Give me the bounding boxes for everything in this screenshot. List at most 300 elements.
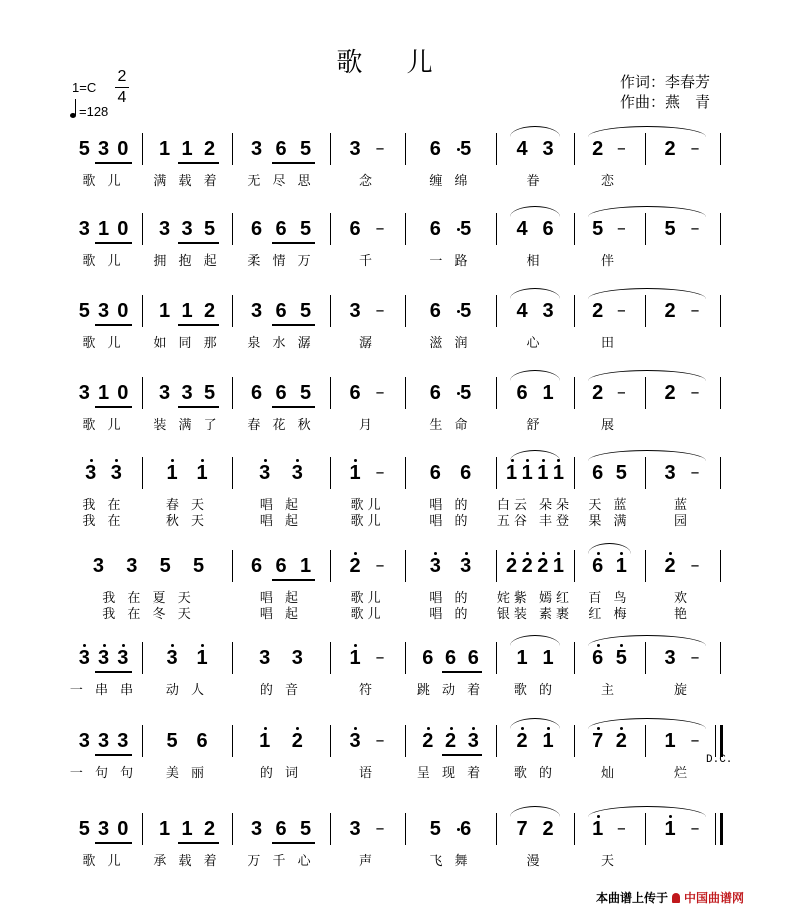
note: 3: [259, 647, 271, 669]
note: 3: [78, 730, 90, 752]
bar-line: [330, 213, 331, 245]
beam-underline: [178, 406, 219, 408]
lyric-syllable: 歌 儿: [82, 254, 125, 269]
lyric-syllable: 月: [358, 418, 376, 433]
site-name: 中国曲谱网: [684, 891, 745, 905]
lyric-syllable: 春 花 秋: [247, 418, 315, 433]
note: 6: [516, 382, 528, 404]
bar-line: [720, 213, 721, 245]
lyricist-credit: 作词：李春芳: [620, 73, 711, 91]
score-system: [0, 372, 787, 452]
octave-dot: [122, 644, 125, 647]
beam-underline: [272, 162, 315, 164]
bar-line: [232, 457, 233, 489]
lyric-syllable: 缠 绵: [429, 174, 472, 189]
octave-dot: [669, 552, 672, 555]
note: 6: [444, 647, 457, 669]
note: 5: [166, 730, 178, 752]
lyric-syllable: 蓝: [673, 498, 691, 513]
lyric-syllable: 承 载 着: [153, 854, 221, 869]
note: 5: [159, 555, 171, 577]
note: 1: [552, 462, 564, 484]
note: 3: [158, 382, 171, 404]
lyric-syllable: 百 鸟: [588, 591, 631, 606]
bar-line: [496, 295, 497, 327]
bar-line: [496, 377, 497, 409]
note: 5: [78, 818, 90, 840]
composer-credit: 作曲：燕 青: [620, 93, 711, 111]
lyric-syllable: 灿: [600, 766, 618, 781]
quarter-note-icon: [70, 113, 76, 118]
note: 1: [181, 300, 193, 322]
note: 3: [291, 462, 303, 484]
bar-line: [715, 813, 716, 845]
note: 6: [542, 218, 554, 240]
bar-line: [330, 550, 331, 582]
note: 3: [250, 300, 263, 322]
note: 5: [429, 818, 441, 840]
slur-tie: [588, 543, 631, 554]
note: 0: [117, 300, 129, 322]
lyric-syllable: 春 天: [165, 498, 209, 513]
note: 1: [97, 218, 110, 240]
note-extension: –: [690, 647, 700, 668]
beam-underline: [95, 671, 132, 673]
note: 6: [275, 218, 287, 240]
note: 5: [664, 218, 676, 240]
note: 1: [181, 818, 193, 840]
note: 6: [275, 300, 287, 322]
bar-line: [645, 457, 646, 489]
bar-line: [330, 133, 331, 165]
note: 3: [542, 300, 554, 322]
octave-dot: [427, 727, 430, 730]
bar-line: [496, 813, 497, 845]
note: 5: [78, 138, 90, 160]
note: 1: [521, 462, 533, 484]
note: 1: [158, 300, 171, 322]
lyric-syllable: 歌儿: [350, 514, 385, 529]
beam-underline: [272, 242, 315, 244]
lyric-syllable: 漫: [526, 854, 544, 869]
note-extension: –: [375, 647, 385, 668]
note: 6: [349, 382, 361, 404]
bar-line: [645, 295, 646, 327]
bar-line: [720, 813, 723, 845]
note-extension: –: [375, 818, 385, 839]
lyric-syllable: 唱 的: [429, 514, 472, 529]
note: 3: [460, 555, 472, 577]
notation-row: [0, 128, 787, 168]
lyric-syllable: 万 千 心: [247, 854, 315, 869]
note: 3: [664, 462, 676, 484]
note: 1: [158, 818, 171, 840]
slur-tie: [510, 206, 560, 217]
slur-tie: [588, 718, 706, 729]
bar-line: [720, 377, 721, 409]
octave-dot: [354, 727, 357, 730]
note-extension: –: [616, 818, 626, 839]
beam-underline: [95, 842, 132, 844]
lyric-syllable: 语: [358, 766, 376, 781]
tempo-mark: [70, 104, 108, 119]
lyric-syllable: 天 蓝: [588, 498, 631, 513]
note: 1: [349, 462, 361, 484]
lyric-syllable: 唱 的: [429, 498, 472, 513]
note: 1: [196, 647, 208, 669]
notation-row: [0, 452, 787, 492]
note-extension: –: [690, 218, 700, 239]
bar-line: [720, 550, 721, 582]
lyric-syllable: 的 音: [259, 683, 303, 698]
beam-underline: [95, 162, 132, 164]
score-system: [0, 545, 787, 625]
bar-line: [330, 725, 331, 757]
note: 3: [97, 818, 110, 840]
octave-dot: [264, 459, 267, 462]
note: 2: [615, 730, 627, 752]
lyric-syllable: 唱 起: [259, 498, 303, 513]
bar-line: [720, 133, 721, 165]
score-system: [0, 128, 787, 208]
note: 1: [506, 462, 518, 484]
note: 5: [299, 300, 312, 322]
notation-row: [0, 808, 787, 848]
lyric-syllable: 念: [358, 174, 376, 189]
lyric-syllable: 唱 的: [429, 591, 472, 606]
octave-dot: [354, 459, 357, 462]
note: 6: [275, 555, 287, 577]
bar-line: [232, 550, 233, 582]
note: 2: [542, 818, 554, 840]
note: 5: [299, 218, 312, 240]
note: 0: [117, 818, 129, 840]
note-extension: –: [375, 555, 385, 576]
note: 3: [349, 138, 361, 160]
note-extension: –: [616, 138, 626, 159]
note: 5: [299, 818, 312, 840]
note: 5: [615, 647, 627, 669]
note: 6: [592, 462, 604, 484]
octave-dot: [511, 552, 514, 555]
lyric-syllable: 果 满: [588, 514, 631, 529]
beam-underline: [272, 324, 315, 326]
bar-line: [330, 813, 331, 845]
note-extension: –: [690, 382, 700, 403]
note: 3: [97, 647, 110, 669]
lyric-syllable: 一 串 串: [69, 683, 138, 698]
note: 0: [117, 138, 129, 160]
lyric-syllable: 舒: [526, 418, 544, 433]
notation-row: [0, 290, 787, 330]
note: 5: [592, 218, 604, 240]
octave-dot: [103, 644, 106, 647]
slur-tie: [510, 288, 560, 299]
lyric-syllable: 唱 起: [259, 591, 303, 606]
note: 3: [542, 138, 554, 160]
bar-line: [405, 725, 406, 757]
note: 2: [203, 818, 216, 840]
beam-underline: [178, 324, 219, 326]
note: 2: [592, 300, 604, 322]
note: 1: [537, 462, 549, 484]
bar-line: [574, 550, 575, 582]
note: 3: [78, 647, 90, 669]
note: 2: [664, 555, 676, 577]
note: 5: [299, 382, 312, 404]
slur-tie: [510, 370, 560, 381]
note: 3: [349, 818, 361, 840]
lyric-syllable: 动 人: [165, 683, 209, 698]
lyric-syllable: 拥 抱 起: [153, 254, 221, 269]
slur-tie: [588, 288, 706, 299]
beam-underline: [95, 242, 132, 244]
note: 0: [117, 218, 129, 240]
note: 3: [158, 218, 171, 240]
score-system: [0, 208, 787, 288]
bar-line: [574, 377, 575, 409]
slur-tie: [588, 206, 706, 217]
note: 2: [521, 555, 533, 577]
time-signature: [115, 68, 129, 107]
note: 6: [250, 555, 263, 577]
note-extension: –: [690, 300, 700, 321]
note-extension: –: [375, 462, 385, 483]
note-extension: –: [690, 462, 700, 483]
site-logo-icon: [672, 893, 680, 903]
note: 5: [615, 462, 627, 484]
bar-line: [496, 642, 497, 674]
note: 2: [203, 138, 216, 160]
note: 2: [537, 555, 549, 577]
note: 2: [422, 730, 434, 752]
octave-dot: [354, 644, 357, 647]
octave-dot: [465, 552, 468, 555]
beam-underline: [272, 406, 315, 408]
lyric-syllable: 泉 水 潺: [247, 336, 315, 351]
note: 5: [460, 300, 472, 322]
note: 2: [291, 730, 303, 752]
lyric-syllable: 歌 儿: [82, 418, 125, 433]
meter-line: [115, 87, 129, 88]
lyric-syllable: 我 在 夏 天: [102, 591, 195, 606]
note-extension: –: [690, 555, 700, 576]
lyric-syllable: 潺: [358, 336, 376, 351]
beam-underline: [95, 406, 132, 408]
note: 1: [592, 818, 604, 840]
slur-tie: [510, 635, 560, 646]
lyric-syllable: 田: [600, 336, 618, 351]
note: 3: [349, 730, 361, 752]
note: 6: [196, 730, 208, 752]
bar-line: [330, 377, 331, 409]
note: 4: [516, 138, 528, 160]
lyric-syllable: 银装 素裹: [496, 607, 574, 622]
note: 3: [181, 382, 193, 404]
bar-line: [330, 642, 331, 674]
note: 3: [429, 555, 441, 577]
note: 2: [444, 730, 457, 752]
bar-line: [405, 133, 406, 165]
note: 7: [516, 818, 528, 840]
note: 3: [259, 462, 271, 484]
meter-bottom: 4: [117, 89, 127, 106]
bar-line: [496, 213, 497, 245]
note: 2: [664, 138, 676, 160]
note: 6: [429, 382, 441, 404]
dc-mark: D.C.: [706, 754, 733, 766]
note-extension: –: [375, 730, 385, 751]
bar-line: [142, 377, 143, 409]
note: 3: [181, 218, 193, 240]
lyric-syllable: 歌 儿: [82, 174, 125, 189]
note: 1: [664, 818, 676, 840]
lyric-syllable: 歌儿: [350, 591, 385, 606]
lyric-syllable: 我 在: [82, 498, 125, 513]
bar-line: [720, 725, 723, 757]
note: 1: [516, 647, 528, 669]
lyric-syllable: 滋 润: [429, 336, 472, 351]
octave-dot: [542, 552, 545, 555]
bar-line: [645, 642, 646, 674]
lyric-syllable: 歌 儿: [82, 336, 125, 351]
bar-line: [715, 725, 716, 757]
upload-prefix: 本曲谱上传于: [596, 891, 669, 905]
note: 3: [166, 647, 178, 669]
note-extension: –: [375, 382, 385, 403]
note: 6: [467, 647, 479, 669]
bar-line: [142, 295, 143, 327]
note: 1: [542, 647, 554, 669]
lyric-syllable: 五谷 丰登: [496, 514, 574, 529]
note: 6: [592, 555, 604, 577]
notation-row: [0, 208, 787, 248]
bar-line: [645, 725, 646, 757]
note: 1: [259, 730, 271, 752]
octave-dot: [171, 644, 174, 647]
octave-dot: [90, 459, 93, 462]
note-extension: –: [616, 300, 626, 321]
page-title: 歌 儿: [336, 48, 451, 78]
note: 5: [193, 555, 205, 577]
slur-tie: [588, 806, 706, 817]
bar-line: [232, 295, 233, 327]
note: 5: [203, 218, 216, 240]
slur-tie: [510, 718, 560, 729]
lyric-syllable: 欢: [673, 591, 691, 606]
lyric-syllable: 姹紫 嫣红: [496, 591, 574, 606]
lyric-syllable: 歌 的: [513, 683, 557, 698]
lyric-syllable: 秋 天: [165, 514, 209, 529]
bar-line: [720, 457, 721, 489]
note: 5: [460, 218, 472, 240]
note: 1: [181, 138, 193, 160]
note-extension: –: [690, 730, 700, 751]
lyric-syllable: 一 句 句: [69, 766, 138, 781]
note: 0: [117, 382, 129, 404]
lyric-syllable: 唱 起: [259, 607, 303, 622]
lyric-syllable: 园: [673, 514, 691, 529]
bar-line: [330, 295, 331, 327]
bar-line: [330, 457, 331, 489]
note: 1: [349, 647, 361, 669]
note: 5: [78, 300, 90, 322]
lyric-syllable: 跳 动 着: [416, 683, 485, 698]
note: 6: [429, 138, 441, 160]
lyric-syllable: 歌儿: [350, 607, 385, 622]
bar-line: [405, 550, 406, 582]
beam-underline: [178, 162, 219, 164]
lyric-syllable: 满 载 着: [153, 174, 221, 189]
score-system: [0, 290, 787, 370]
note: 2: [592, 138, 604, 160]
note: 4: [516, 300, 528, 322]
lyric-syllable: 伴: [600, 254, 618, 269]
note: 6: [250, 218, 263, 240]
bar-line: [142, 725, 143, 757]
lyric-syllable: 心: [526, 336, 544, 351]
lyric-syllable: 我 在 冬 天: [102, 607, 195, 622]
note: 6: [422, 647, 434, 669]
bar-line: [574, 813, 575, 845]
bar-line: [405, 377, 406, 409]
bar-line: [405, 642, 406, 674]
lyric-syllable: 无 尽 思: [247, 174, 315, 189]
note: 1: [552, 555, 564, 577]
note: 3: [78, 218, 90, 240]
slur-tie: [510, 126, 560, 137]
beam-underline: [442, 754, 483, 756]
note-extension: –: [375, 218, 385, 239]
note: 6: [429, 462, 441, 484]
note: 3: [250, 138, 263, 160]
bar-line: [405, 457, 406, 489]
note: 3: [117, 730, 129, 752]
lyric-syllable: 声: [358, 854, 376, 869]
lyric-syllable: 烂: [673, 766, 691, 781]
note: 7: [592, 730, 604, 752]
slur-tie: [588, 126, 706, 137]
note: 2: [203, 300, 216, 322]
beam-underline: [178, 242, 219, 244]
slur-tie: [588, 450, 706, 461]
bar-line: [574, 133, 575, 165]
bar-line: [405, 813, 406, 845]
note: 1: [196, 462, 208, 484]
bar-line: [574, 457, 575, 489]
note: 6: [429, 300, 441, 322]
score-system: [0, 452, 787, 532]
slur-tie: [588, 635, 706, 646]
beam-underline: [178, 842, 219, 844]
note: 2: [349, 555, 361, 577]
bar-line: [496, 725, 497, 757]
note: 1: [664, 730, 676, 752]
note: 4: [516, 218, 528, 240]
note: 3: [110, 462, 122, 484]
tempo-value: =128: [79, 104, 109, 119]
notation-row: [0, 372, 787, 412]
note: 6: [275, 382, 287, 404]
upload-credit: [596, 889, 744, 906]
bar-line: [232, 133, 233, 165]
note: 3: [250, 818, 263, 840]
octave-dot: [450, 727, 453, 730]
lyric-syllable: 歌 儿: [82, 854, 125, 869]
lyric-syllable: 符: [358, 683, 376, 698]
note: 3: [126, 555, 138, 577]
note: 3: [85, 462, 97, 484]
